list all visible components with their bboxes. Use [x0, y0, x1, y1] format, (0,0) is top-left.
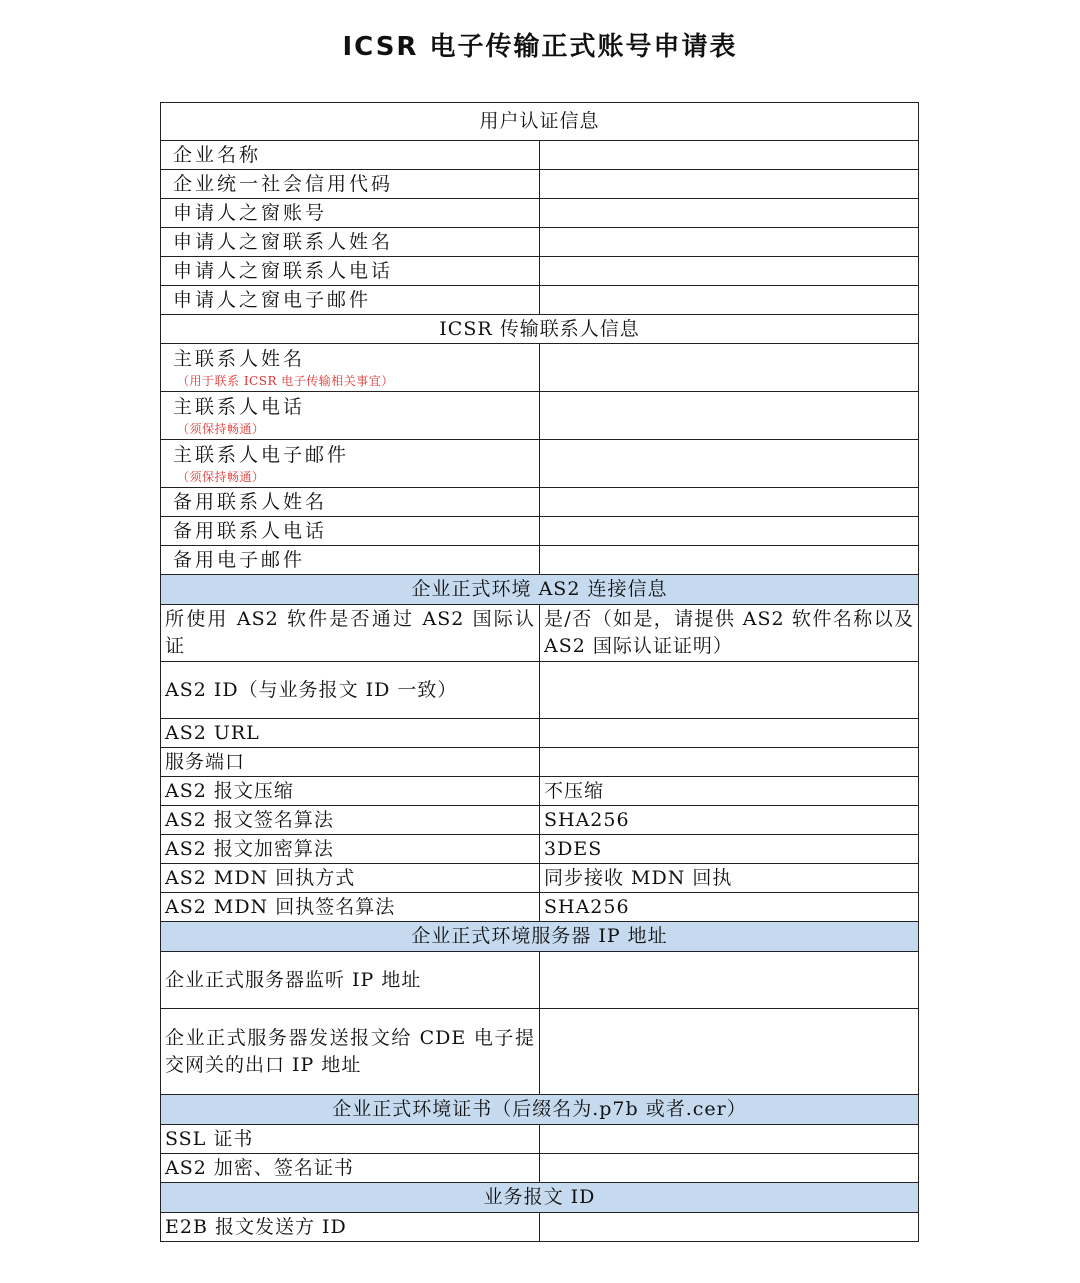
enterprise-name-field[interactable] [540, 141, 919, 170]
field-label: 企业统一社会信用代码 [161, 170, 540, 199]
egress-ip-field[interactable] [540, 1009, 919, 1095]
as2-url-field[interactable] [540, 719, 919, 748]
table-row [161, 286, 919, 315]
table-row [161, 546, 919, 575]
field-label: 备用联系人姓名 [161, 488, 540, 517]
primary-contact-email-field[interactable] [540, 440, 919, 488]
field-label: 企业正式服务器发送报文给 CDE 电子提交网关的出口 IP 地址 [161, 1009, 540, 1095]
section-title: 企业正式环境证书（后缀名为.p7b 或者.cer） [161, 1095, 919, 1125]
section-header-icsr-contact [161, 315, 919, 344]
field-label: AS2 报文压缩 [161, 777, 540, 806]
table-row [161, 662, 919, 719]
field-label: 备用联系人电话 [161, 517, 540, 546]
table-row [161, 748, 919, 777]
section-title: 业务报文 ID [161, 1183, 919, 1213]
field-label: 企业名称 [161, 141, 540, 170]
as2-compression-field[interactable]: 不压缩 [540, 777, 919, 806]
table-row [161, 835, 919, 864]
field-label: 服务端口 [161, 748, 540, 777]
section-header-cert [161, 1095, 919, 1125]
table-row [161, 1213, 919, 1242]
table-row [161, 605, 919, 662]
field-label: AS2 加密、签名证书 [161, 1154, 540, 1183]
section-header-as2 [161, 575, 919, 605]
backup-email-field[interactable] [540, 546, 919, 575]
table-row [161, 344, 919, 392]
table-row [161, 1125, 919, 1154]
e2b-sender-id-field[interactable] [540, 1213, 919, 1242]
section-header-user-auth [161, 103, 919, 141]
field-note: （须保持畅通） [177, 422, 265, 436]
table-row [161, 1009, 919, 1095]
field-label: AS2 报文签名算法 [161, 806, 540, 835]
applicant-contact-name-field[interactable] [540, 228, 919, 257]
primary-contact-phone-field[interactable] [540, 392, 919, 440]
table-row [161, 806, 919, 835]
field-label: 主联系人电话 （须保持畅通） [161, 392, 540, 440]
table-row [161, 257, 919, 286]
as2-mdn-mode-field[interactable]: 同步接收 MDN 回执 [540, 864, 919, 893]
application-form-table [160, 102, 919, 1242]
table-row [161, 488, 919, 517]
as2-id-field[interactable] [540, 662, 919, 719]
listen-ip-field[interactable] [540, 952, 919, 1009]
primary-contact-name-field[interactable] [540, 344, 919, 392]
table-row [161, 893, 919, 922]
field-label: 主联系人电子邮件 （须保持畅通） [161, 440, 540, 488]
field-label: SSL 证书 [161, 1125, 540, 1154]
table-row [161, 952, 919, 1009]
section-title: ICSR 传输联系人信息 [161, 315, 919, 344]
field-label: 所使用 AS2 软件是否通过 AS2 国际认证 [161, 605, 540, 662]
section-header-business-id [161, 1183, 919, 1213]
table-row [161, 141, 919, 170]
table-row [161, 1154, 919, 1183]
table-row [161, 170, 919, 199]
backup-contact-phone-field[interactable] [540, 517, 919, 546]
field-label: 申请人之窗账号 [161, 199, 540, 228]
ssl-cert-field[interactable] [540, 1125, 919, 1154]
as2-cert-field[interactable] [540, 1154, 919, 1183]
table-row [161, 777, 919, 806]
credit-code-field[interactable] [540, 170, 919, 199]
table-row [161, 440, 919, 488]
table-row [161, 392, 919, 440]
section-title: 企业正式环境服务器 IP 地址 [161, 922, 919, 952]
backup-contact-name-field[interactable] [540, 488, 919, 517]
applicant-email-field[interactable] [540, 286, 919, 315]
field-label: 申请人之窗联系人姓名 [161, 228, 540, 257]
field-label: AS2 MDN 回执签名算法 [161, 893, 540, 922]
table-row [161, 199, 919, 228]
as2-encryption-algorithm-field[interactable]: 3DES [540, 835, 919, 864]
field-label: AS2 URL [161, 719, 540, 748]
field-label: AS2 报文加密算法 [161, 835, 540, 864]
field-label: 备用电子邮件 [161, 546, 540, 575]
page-title: ICSR 电子传输正式账号申请表 [342, 32, 738, 62]
field-label: 申请人之窗联系人电话 [161, 257, 540, 286]
field-label: 企业正式服务器监听 IP 地址 [161, 952, 540, 1009]
field-label: 申请人之窗电子邮件 [161, 286, 540, 315]
as2-certified-field[interactable]: 是/否（如是，请提供 AS2 软件名称以及 AS2 国际认证证明） [540, 605, 919, 662]
section-title: 用户认证信息 [161, 103, 919, 141]
table-row [161, 864, 919, 893]
applicant-account-field[interactable] [540, 199, 919, 228]
table-row [161, 719, 919, 748]
field-note: （用于联系 ICSR 电子传输相关事宜） [177, 374, 394, 388]
field-label: E2B 报文发送方 ID [161, 1213, 540, 1242]
table-row [161, 228, 919, 257]
as2-mdn-signature-field[interactable]: SHA256 [540, 893, 919, 922]
field-label: AS2 MDN 回执方式 [161, 864, 540, 893]
section-title: 企业正式环境 AS2 连接信息 [161, 575, 919, 605]
applicant-contact-phone-field[interactable] [540, 257, 919, 286]
field-note: （须保持畅通） [177, 470, 265, 484]
as2-signature-algorithm-field[interactable]: SHA256 [540, 806, 919, 835]
service-port-field[interactable] [540, 748, 919, 777]
field-label: AS2 ID（与业务报文 ID 一致） [161, 662, 540, 719]
table-row [161, 517, 919, 546]
section-header-server-ip [161, 922, 919, 952]
field-label: 主联系人姓名 （用于联系 ICSR 电子传输相关事宜） [161, 344, 540, 392]
